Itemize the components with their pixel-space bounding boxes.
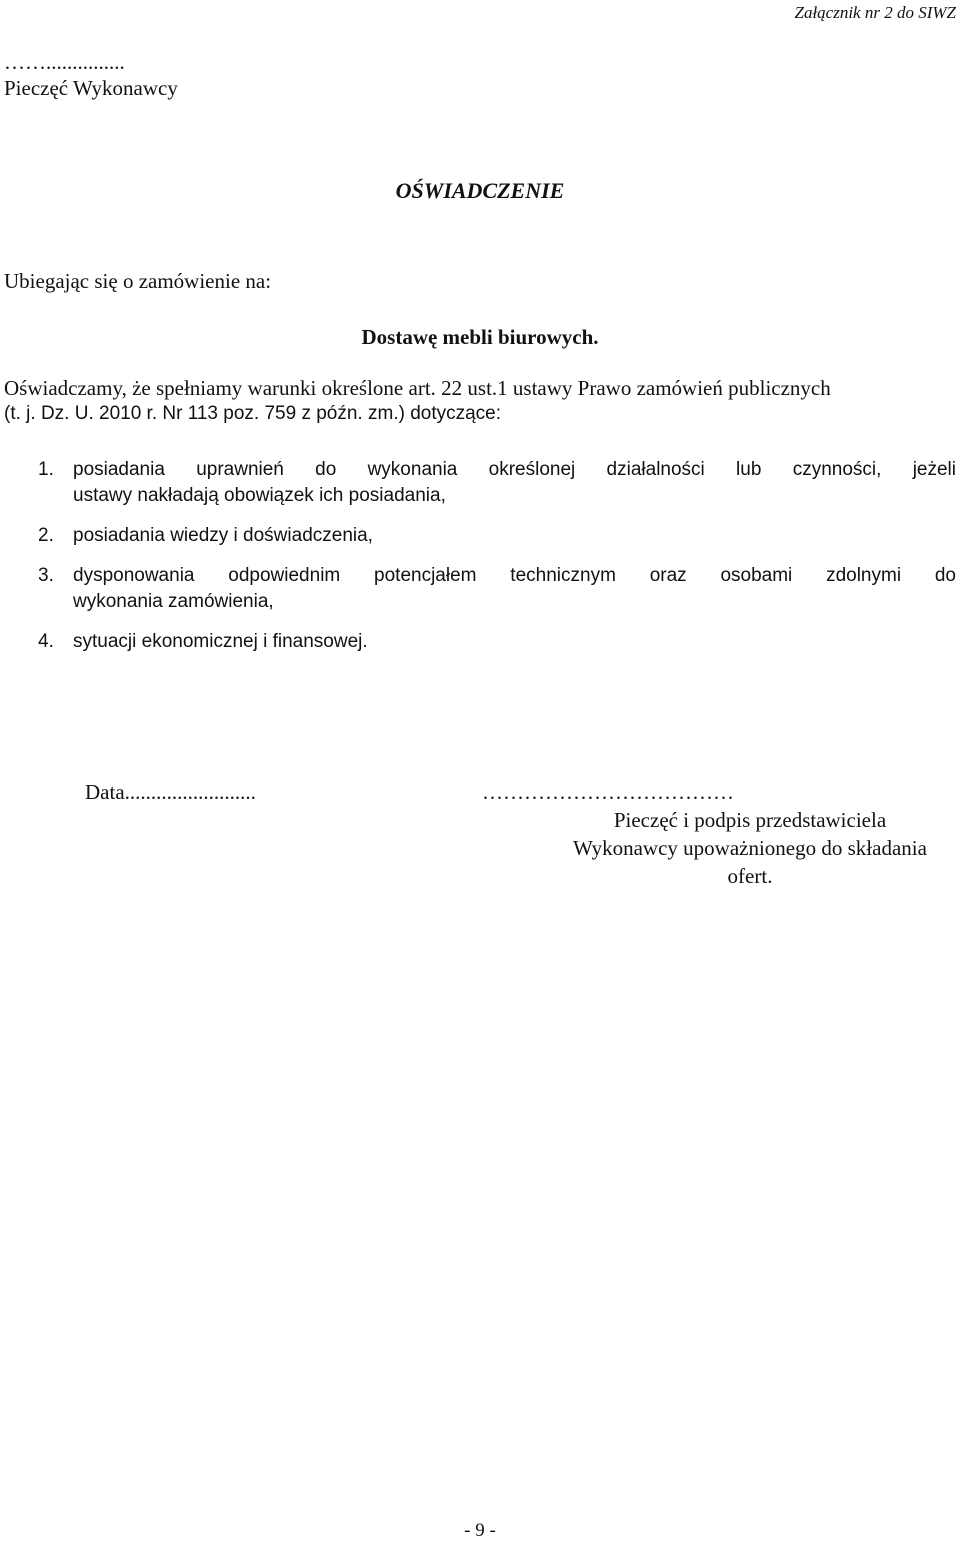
list-item-text-line-1: dysponowania odpowiednim potencjałem technicznym oraz osobami zdolnymi do	[73, 565, 956, 586]
conditions-list	[0, 457, 960, 669]
list-item-number: 2.	[38, 525, 54, 546]
list-item-number: 1.	[38, 459, 54, 480]
list-item-number: 3.	[38, 565, 54, 586]
list-item-text-line-1: sytuacji ekonomicznej i finansowej.	[73, 631, 368, 652]
list-item	[0, 629, 960, 655]
list-item	[0, 523, 960, 549]
list-item-text-line-1: posiadania uprawnień do wykonania określonej działalności lub czynności, jeżeli	[73, 459, 956, 480]
signature-caption-line-1: Pieczęć i podpis przedstawiciela	[613, 808, 887, 832]
stamp-placeholder-dots: ……...............	[4, 50, 125, 74]
page-number: - 9 -	[464, 1520, 496, 1541]
list-item	[0, 457, 960, 509]
list-item	[0, 563, 960, 615]
stamp-label: Pieczęć Wykonawcy	[4, 76, 178, 100]
annex-label: Załącznik nr 2 do SIWZ	[794, 3, 956, 22]
intro-text: Ubiegając się o zamówienie na:	[4, 269, 272, 293]
declaration-line-1: Oświadczamy, że spełniamy warunki określone art. 22 ust.1 ustawy Prawo zamówień publicznych	[4, 376, 831, 400]
list-item-text-line-2: wykonania zamówienia,	[73, 591, 274, 612]
signature-caption-line-2: Wykonawcy upoważnionego do składania	[573, 836, 927, 860]
signature-caption	[540, 806, 960, 890]
list-item-text-line-2: ustawy nakładają obowiązek ich posiadania,	[73, 485, 446, 506]
signature-placeholder-dots: ………………………………	[482, 780, 734, 804]
signature-caption-line-3: ofert.	[727, 864, 773, 888]
date-field-label: Data.........................	[85, 780, 256, 804]
list-item-number: 4.	[38, 631, 54, 652]
declaration-line-2: (t. j. Dz. U. 2010 r. Nr 113 poz. 759 z późn. zm.) dotyczące:	[4, 403, 502, 424]
list-item-text-line-1: posiadania wiedzy i doświadczenia,	[73, 525, 373, 546]
order-subject: Dostawę mebli biurowych.	[361, 325, 599, 349]
document-title: OŚWIADCZENIE	[395, 178, 565, 203]
